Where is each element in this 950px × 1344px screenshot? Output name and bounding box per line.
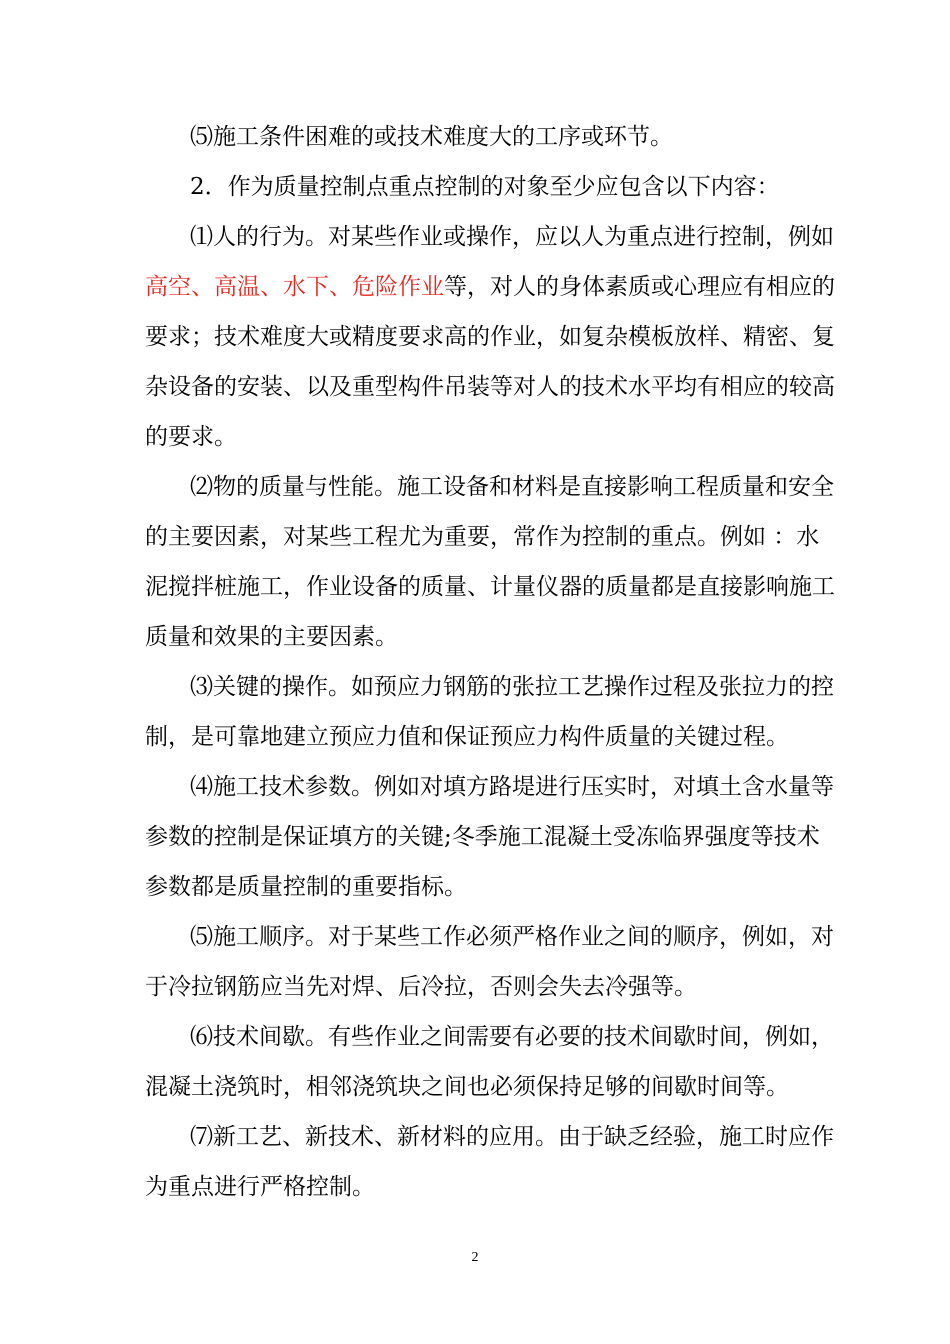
paragraph-line: 参数的控制是保证填方的关键;冬季施工混凝土受冻临界强度等技术 xyxy=(145,824,820,850)
highlighted-text: 高空、高温、水下、危险作业 xyxy=(145,274,444,300)
paragraph-line: 混凝土浇筑时，相邻浇筑块之间也必须保持足够的间歇时间等。 xyxy=(145,1074,789,1100)
page-number: 2 xyxy=(471,1250,479,1265)
paragraph-line: 的主要因素，对某些工程尤为重要，常作为控制的重点。例如 ：水 xyxy=(145,524,820,550)
paragraph-line: 杂设备的安装、以及重型构件吊装等对人的技术水平均有相应的较高 xyxy=(145,374,835,400)
paragraph-line: ⑸施工条件困难的或技术难度大的工序或环节。 xyxy=(190,124,673,150)
section-heading: 2．作为质量控制点重点控制的对象至少应包含以下内容： xyxy=(190,174,780,200)
paragraph-line: 为重点进行严格控制。 xyxy=(145,1174,375,1200)
paragraph-line: 制，是可靠地建立预应力值和保证预应力构件质量的关键过程。 xyxy=(145,724,789,750)
line-text: 等，对人的身体素质或心理应有相应的 xyxy=(444,274,835,300)
paragraph-line: ⑹技术间歇。有些作业之间需要有必要的技术间歇时间，例如， xyxy=(190,1024,834,1050)
paragraph-line: ⑵物的质量与性能。施工设备和材料是直接影响工程质量和安全 xyxy=(190,474,834,500)
paragraph-line: ⑸施工顺序。对于某些工作必须严格作业之间的顺序，例如，对 xyxy=(190,924,834,950)
paragraph-line: 于冷拉钢筋应当先对焊、后冷拉，否则会失去冷强等。 xyxy=(145,974,697,1000)
paragraph-line: ⑴人的行为。对某些作业或操作，应以人为重点进行控制，例如 xyxy=(190,224,834,250)
paragraph-line: 泥搅拌桩施工，作业设备的质量、计量仪器的质量都是直接影响施工 xyxy=(145,574,835,600)
paragraph-line: 质量和效果的主要因素。 xyxy=(145,624,398,650)
paragraph-line: 要求；技术难度大或精度要求高的作业，如复杂模板放样、精密、复 xyxy=(145,324,835,350)
paragraph-line: 的要求。 xyxy=(145,424,237,450)
paragraph-line: ⑶关键的操作。如预应力钢筋的张拉工艺操作过程及张拉力的控 xyxy=(190,674,834,700)
paragraph-line: ⑷施工技术参数。例如对填方路堤进行压实时，对填土含水量等 xyxy=(190,774,834,800)
paragraph-line: ⑺新工艺、新技术、新材料的应用。由于缺乏经验，施工时应作 xyxy=(190,1124,834,1150)
paragraph-line xyxy=(145,272,835,302)
paragraph-line: 参数都是质量控制的重要指标。 xyxy=(145,874,467,900)
